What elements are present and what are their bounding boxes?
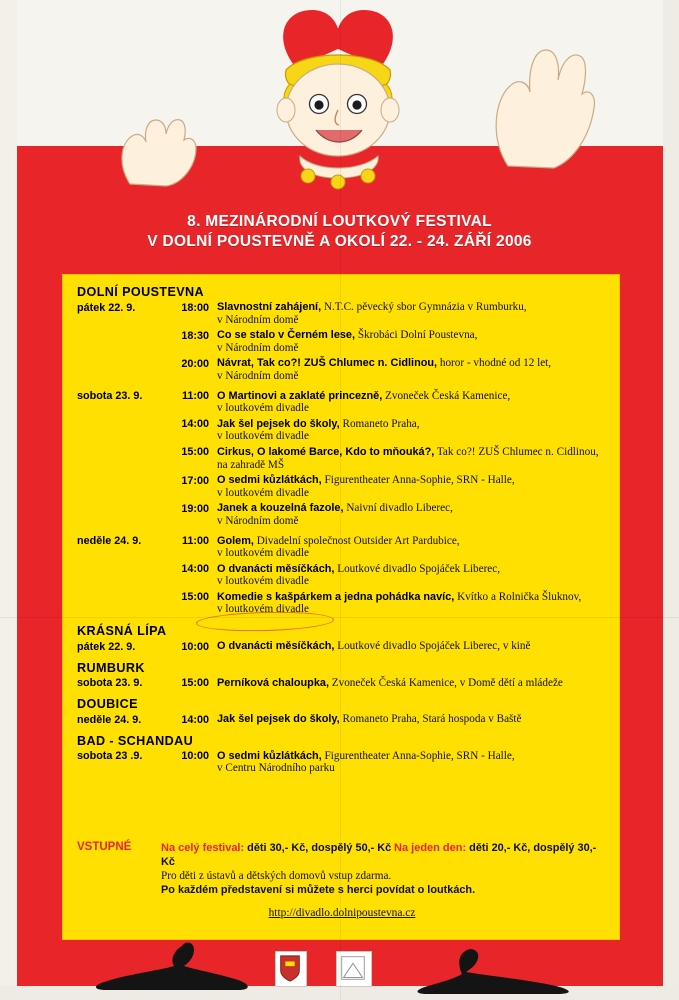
company-name: Figurentheater Anna-Sophie, SRN - Halle, [321,749,515,762]
price-full-festival-value: děti 30,- Kč, dospělý 50,- Kč [244,842,392,854]
play-title: Slavnostní zahájení, [217,301,322,313]
program-row [77,418,605,443]
company-name: N.T.C. pěvecký sbor Gymnázia v Rumburku, [321,301,527,313]
prices-line-1 [161,841,607,869]
program-row [77,713,605,726]
silhouette-left-icon [70,940,260,990]
play-title: Janek a kouzelná fazole, [217,502,344,515]
prices-block [77,841,607,919]
venue-name: v loutkovém divadle [217,486,309,499]
venue-name: v Národním domě [217,369,299,382]
company-name: Škrobáci Dolní Poustevna, [355,329,478,342]
program-row [77,591,605,616]
event-description [217,713,605,726]
day-label: pátek 22. 9. [77,301,136,314]
sponsor-logo-1 [275,951,307,987]
event-description [217,474,605,499]
program-row [77,535,605,560]
time-label: 11:00 [181,535,209,547]
play-title: Komedie s kašpárkem a jedna pohádka navíc, [217,590,455,603]
company-name: Zvoneček Česká Kamenice, [382,389,511,402]
program-row [77,390,605,415]
day-label [77,357,163,358]
city-heading: BAD - SCHANDAU [77,733,194,748]
play-title: Jak šel pejsek do školy, [217,417,340,430]
day-label: neděle 24. 9. [77,713,142,726]
company-name: Romaneto Praha, Stará hospoda v Baště [339,713,522,726]
program-row [77,640,605,653]
play-title: Cirkus, O lakomé Barce, Kdo to mňouká?, [217,445,435,458]
day-label [77,591,163,592]
day-group [77,750,605,775]
prices-line-3: Po každém představení si můžete s herci povídat o loutkách. [161,884,476,896]
program-row [77,677,605,690]
day-label [77,502,163,503]
day-label: pátek 22. 9. [77,640,136,653]
program-box [62,274,620,940]
time-label: 19:00 [181,502,209,515]
day-label: sobota 23. 9. [77,390,143,403]
city-heading: KRÁSNÁ LÍPA [77,624,167,639]
day-label [77,563,163,564]
prices-lines [161,841,607,897]
title-line-1: 8. MEZINÁRODNÍ LOUTKOVÝ FESTIVAL [187,213,492,230]
program-row [77,502,605,527]
silhouette-right-icon [400,948,590,994]
time-label: 18:00 [181,301,209,314]
price-full-festival-label: Na celý festival: [161,842,245,854]
venue-name: v loutkovém divadle [217,547,309,560]
prices-line-2: Pro děti z ústavů a dětských domovů vstup zdarma. [161,870,392,882]
event-description [217,357,605,382]
company-name: Loutkové divadlo Spojáček Liberec, v kině [334,640,531,653]
time-label: 20:00 [181,357,209,370]
event-description [217,677,605,690]
event-description [217,390,605,415]
paper-edge-right [663,0,679,1000]
play-title: O Martinovi a zaklaté princezně, [217,389,383,402]
puppet-left-hand-icon [110,96,202,188]
time-label: 14:00 [181,713,209,726]
event-description [217,301,605,326]
city-heading: RUMBURK [77,660,145,675]
price-one-day-label: Na jeden den: [394,842,467,854]
day-group [77,677,605,690]
event-description [217,418,605,443]
day-label [77,474,163,475]
company-name: Kvítko a Rolnička Šluknov, [454,590,582,603]
program-row [77,329,605,354]
day-label: neděle 24. 9. [77,535,142,547]
venue-name: v Národním domě [217,341,299,354]
time-label: 15:00 [181,677,209,690]
time-label: 10:00 [181,640,209,653]
event-description [217,750,605,775]
day-group [77,390,605,528]
prices-label: VSTUPNÉ [77,841,132,853]
venue-name: na zahradě MŠ [217,458,285,471]
day-label [77,418,163,419]
venue-name: v loutkovém divadle [217,603,309,616]
venue-name: v loutkovém divadle [217,575,309,588]
venue-name: v loutkovém divadle [217,430,309,443]
coat-of-arms-icon [276,952,304,984]
program-row [77,563,605,588]
program-row [77,750,605,775]
event-description [217,535,605,560]
event-description [217,502,605,527]
day-group [77,640,605,653]
day-label: sobota 23. 9. [77,677,143,690]
play-title: O dvanácti měsíčkách, [217,562,335,575]
play-title: Návrat, Tak co?! ZUŠ Chlumec n. Cidlinou, [217,357,438,370]
play-title: O sedmi kůzlátkách, [217,474,322,487]
company-name: Divadelní společnost Outsider Art Pardubice, [253,534,460,547]
program-row [77,474,605,499]
title-line-2: V DOLNÍ POUSTEVNĚ A OKOLÍ 22. - 24. ZÁŘÍ 2006 [147,233,532,250]
day-label: sobota 23 .9. [77,750,143,763]
city-heading: DOUBICE [77,697,138,712]
document-icon [337,952,369,984]
fold-line-horizontal [0,617,679,618]
play-title: Co se stalo v Černém lese, [217,329,356,342]
day-label [77,446,163,447]
company-name: Romaneto Praha, [339,417,420,430]
venue-name: v loutkovém divadle [217,402,309,415]
time-label: 17:00 [181,474,209,487]
time-label: 11:00 [181,390,209,403]
play-title: O dvanácti měsíčkách, [217,640,335,653]
company-name: Naivní divadlo Liberec, [343,502,453,515]
time-label: 14:00 [181,418,209,431]
company-name: Figurentheater Anna-Sophie, SRN - Halle, [321,474,515,487]
paper-edge-left [0,0,17,1000]
time-label: 10:00 [181,750,209,763]
city-heading: DOLNÍ POUSTEVNA [77,285,205,299]
time-label: 14:00 [181,563,209,576]
puppet-illustration [208,4,468,194]
price-one-day-value: děti 20,- Kč, dospělý 30,-Kč [161,842,597,868]
time-label: 18:30 [181,329,209,342]
event-description [217,329,605,354]
festival-website-link[interactable]: http://divadlo.dolnipoustevna.cz [268,907,416,919]
company-name: horor - vhodné od 12 let, [437,357,552,370]
play-title: Jak šel pejsek do školy, [217,713,340,726]
program-row [77,357,605,382]
play-title: Perníková chaloupka, [217,676,329,689]
event-description [217,563,605,588]
time-label: 15:00 [181,446,209,459]
play-title: O sedmi kůzlátkách, [217,749,322,762]
sponsor-logo-2 [336,951,372,987]
fold-line-vertical [340,0,341,1000]
program-list [77,285,605,782]
day-group [77,713,605,726]
day-group [77,535,605,617]
day-label [77,329,163,330]
venue-name: v Centru Národního parku [217,762,335,775]
event-description [217,446,605,471]
event-description [217,640,605,653]
day-group [77,301,605,383]
venue-name: v Národním domě [217,313,299,326]
company-name: Tak co?! ZUŠ Chlumec n. Cidlinou, [434,445,599,458]
time-label: 15:00 [181,591,209,604]
puppet-right-hand-icon [478,30,598,170]
program-row [77,301,605,326]
company-name: Loutkové divadlo Spojáček Liberec, [334,562,501,575]
company-name: Zvoneček Česká Kamenice, v Domě dětí a mládeže [328,676,563,689]
venue-name: v Národním domě [217,514,299,527]
play-title: Golem, [217,534,254,547]
program-row [77,446,605,471]
